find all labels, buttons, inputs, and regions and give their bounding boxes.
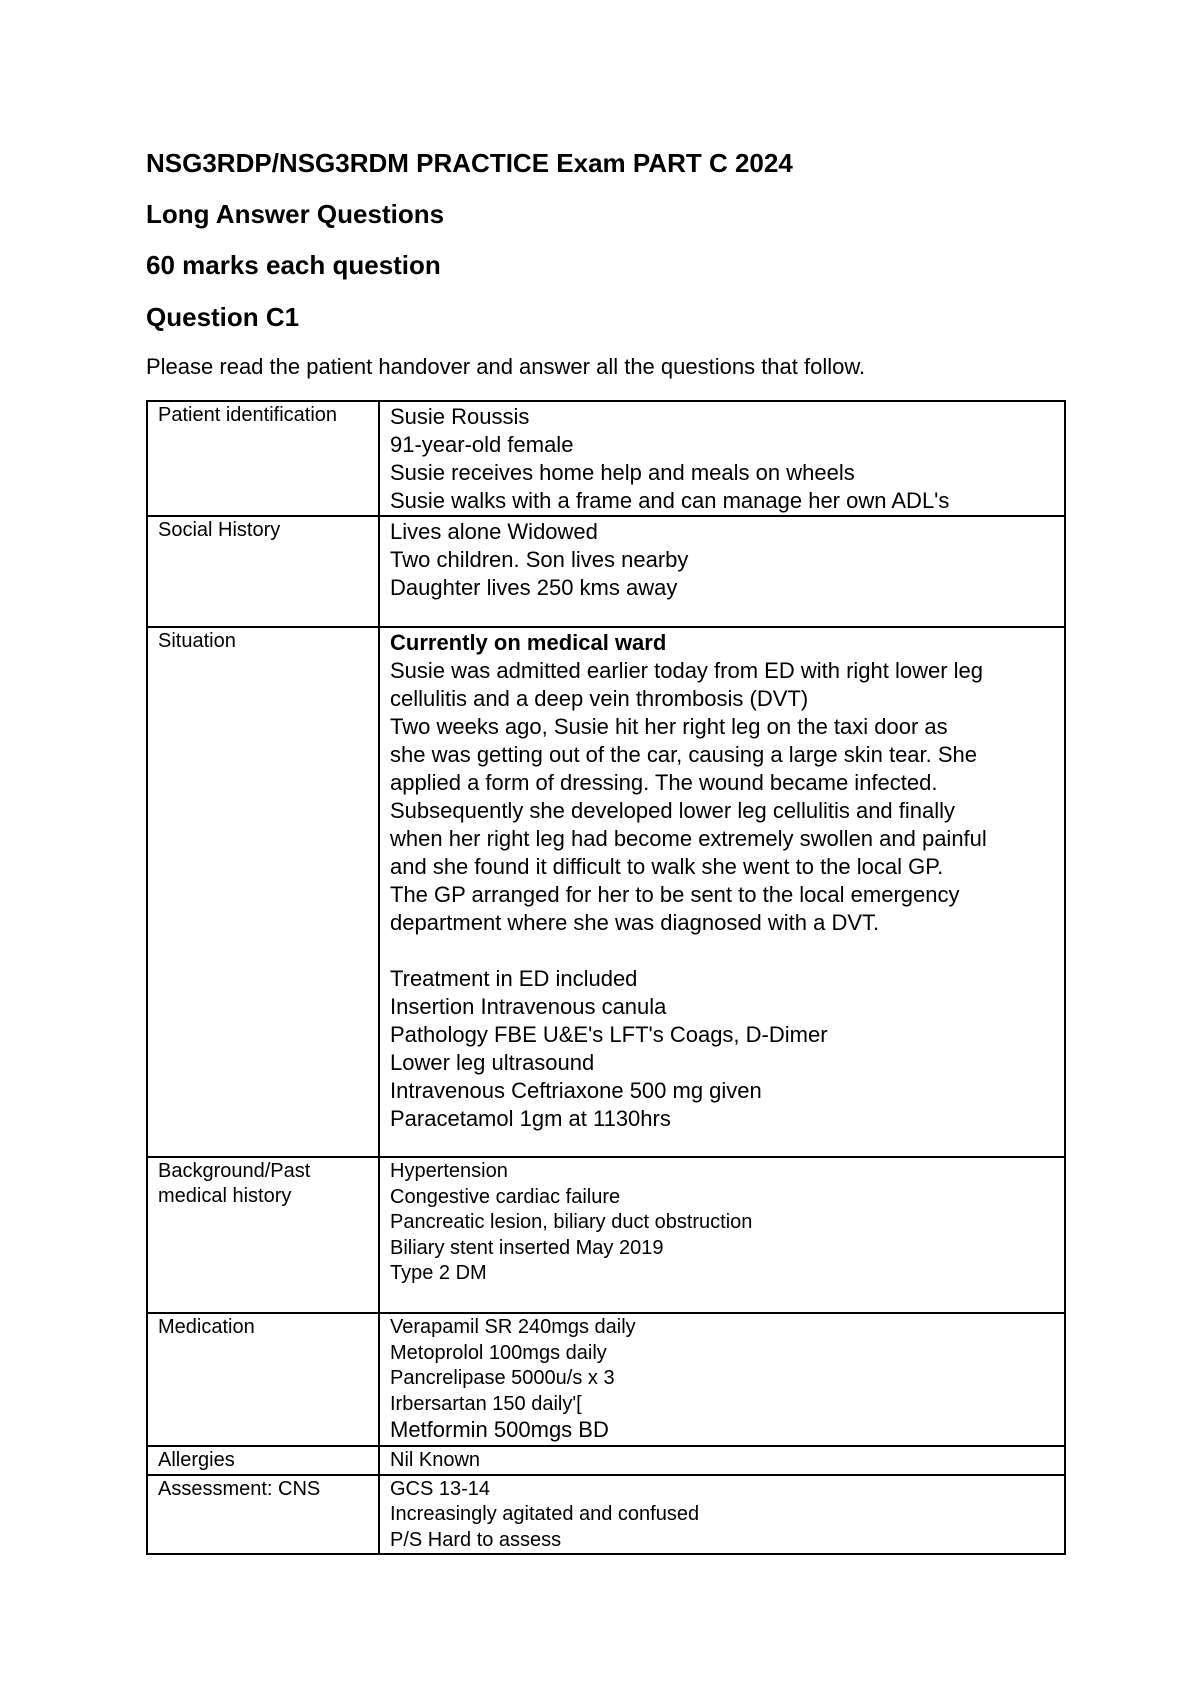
text-line: Irbersartan 150 daily'[ — [390, 1392, 582, 1415]
text-line: Susie Roussis — [390, 404, 530, 429]
content-situation — [379, 627, 1065, 1157]
content-patient-identification — [379, 401, 1065, 516]
document-title: NSG3RDP/NSG3RDM PRACTICE Exam PART C 2024 — [146, 148, 793, 178]
row-assessment-cns — [147, 1475, 1065, 1555]
text-line: department where she was diagnosed with a DVT. — [390, 910, 880, 935]
text-line: Daughter lives 250 kms away — [390, 575, 678, 600]
text-line: Pancrelipase 5000u/s x 3 — [390, 1367, 615, 1389]
label-allergies: Allergies — [147, 1446, 379, 1475]
row-allergies — [147, 1446, 1065, 1475]
text-line: Susie was admitted earlier today from ED with right lower leg — [390, 658, 984, 683]
content-medication — [379, 1313, 1065, 1446]
label-social-history: Social History — [147, 516, 379, 627]
situation-heading: Currently on medical ward — [390, 630, 667, 655]
text-line: she was getting out of the car, causing a large skin tear. She — [390, 742, 978, 767]
content-social-history — [379, 516, 1065, 627]
label-medication: Medication — [147, 1313, 379, 1446]
text-line: 91-year-old female — [390, 432, 574, 457]
patient-handover-table — [146, 400, 1066, 1555]
label-situation: Situation — [147, 627, 379, 1157]
text-line: Insertion Intravenous canula — [390, 994, 667, 1019]
text-line: Lives alone Widowed — [390, 519, 598, 544]
row-patient-identification — [147, 401, 1065, 516]
text-line: P/S Hard to assess — [390, 1528, 562, 1551]
text-line: Subsequently she developed lower leg cellulitis and finally — [390, 798, 956, 823]
marks-heading: 60 marks each question — [146, 250, 441, 280]
text-line: Paracetamol 1gm at 1130hrs — [390, 1106, 671, 1131]
paragraph-gap — [390, 937, 1054, 965]
text-line: Type 2 DM — [390, 1262, 487, 1284]
section-heading: Long Answer Questions — [146, 199, 445, 229]
label-line: medical history — [158, 1185, 292, 1207]
question-heading: Question C1 — [146, 302, 300, 332]
text-line: Two weeks ago, Susie hit her right leg on the taxi door as — [390, 714, 948, 739]
instructions-text: Please read the patient handover and answer all the questions that follow. — [146, 354, 866, 379]
text-line: applied a form of dressing. The wound became infected. — [390, 770, 938, 795]
content-background — [379, 1157, 1065, 1313]
label-line: Background/Past — [158, 1160, 311, 1182]
text-line: and she found it difficult to walk she went to the local GP. — [390, 854, 944, 879]
text-line: Verapamil SR 240mgs daily — [390, 1316, 636, 1338]
row-background — [147, 1157, 1065, 1313]
row-situation — [147, 627, 1065, 1157]
text-line: GCS 13-14 — [390, 1477, 491, 1500]
text-line: Biliary stent inserted May 2019 — [390, 1236, 664, 1259]
text-line: Lower leg ultrasound — [390, 1050, 595, 1075]
label-patient-identification: Patient identification — [147, 401, 379, 516]
label-assessment-cns: Assessment: CNS — [147, 1475, 379, 1555]
text-line: Metformin 500mgs BD — [390, 1417, 609, 1442]
text-line: Congestive cardiac failure — [390, 1185, 621, 1208]
text-line: when her right leg had become extremely swollen and painful — [390, 826, 987, 851]
text-line: Intravenous Ceftriaxone 500 mg given — [390, 1078, 762, 1103]
text-line: Increasingly agitated and confused — [390, 1503, 700, 1525]
text-line: cellulitis and a deep vein thrombosis (DVT) — [390, 686, 809, 711]
content-assessment-cns — [379, 1475, 1065, 1555]
text-line: Metoprolol 100mgs daily — [390, 1341, 607, 1364]
content-allergies: Nil Known — [379, 1446, 1065, 1475]
text-line: The GP arranged for her to be sent to the local emergency — [390, 882, 960, 907]
label-background — [147, 1157, 379, 1313]
text-line: Treatment in ED included — [390, 966, 638, 991]
text-line: Susie receives home help and meals on wheels — [390, 460, 855, 485]
text-line: Susie walks with a frame and can manage her own ADL's — [390, 488, 950, 513]
text-line: Pancreatic lesion, biliary duct obstruction — [390, 1211, 753, 1233]
row-medication — [147, 1313, 1065, 1446]
row-social-history — [147, 516, 1065, 627]
text-line: Hypertension — [390, 1160, 508, 1182]
text-line: Pathology FBE U&E's LFT's Coags, D-Dimer — [390, 1022, 828, 1047]
text-line: Two children. Son lives nearby — [390, 547, 689, 572]
